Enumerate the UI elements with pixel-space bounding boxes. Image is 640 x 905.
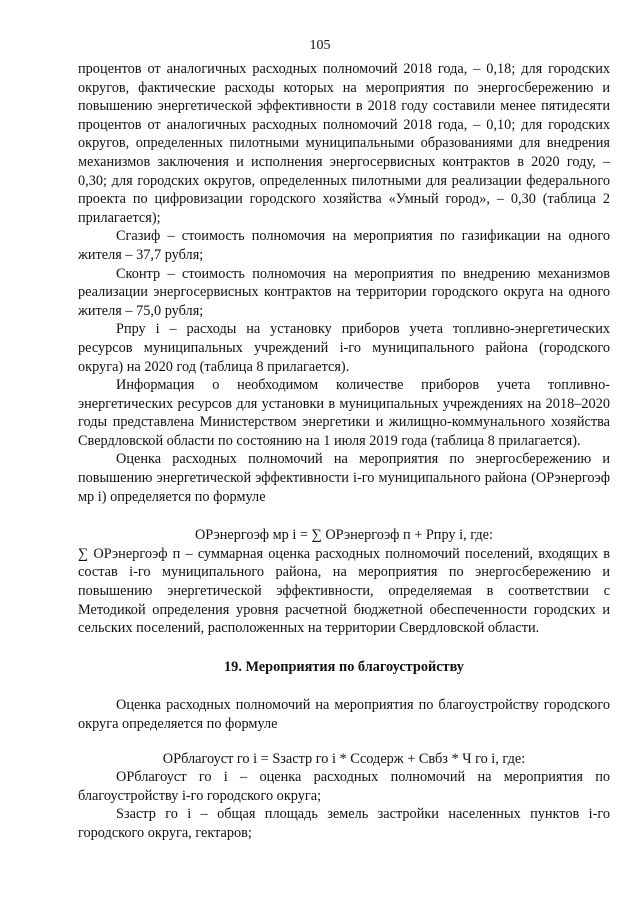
paragraph-energy-assessment: Оценка расходных полномочий на мероприятия по энергосбережению и повышению энергетической эффективности i-го муниципального района (ОРэнергоэф мр i) определяется по формуле	[78, 451, 610, 505]
document-body	[78, 60, 610, 843]
paragraph-skontr: Сконтр – стоимость полномочия на мероприятия по внедрению механизмов реализации энергосервисных контрактов на территории городского округа на одного жителя – 75,0 рубля;	[78, 265, 610, 319]
formula-energy-efficiency: ОРэнергоэф мр i = ∑ ОРэнергоэф п + Рпру i, где:	[194, 527, 493, 544]
paragraph-meters-info: Информация о необходимом количестве приборов учета топливно-энергетических ресурсов для установки в муниципальных учреждениях на 2018–2020 годы представлена Министерством энергетики и жилищно-коммунального хозяйства Свердловской области по состоянию на 1 июля 2019 года (таблица 8 прилагается).	[78, 377, 610, 449]
paragraph-sum-settlements: ∑ ОРэнергоэф п – суммарная оценка расходных полномочий поселений, входящих в состав i-го муниципального района, на мероприятия по энергосбережению и повышению энергетической эффективности, определяемая в соответствии с Методикой определения уровня расчетной бюджетной обеспеченности городских и сельских поселений, расположенных на территории Свердловской области.	[78, 545, 610, 637]
paragraph-or-blagoust: ОРблагоуст го i – оценка расходных полномочий на мероприятия по благоустройству i-го городского округа;	[78, 769, 610, 804]
formula-landscaping: ОРблагоуст го i = Sзастр го i * Ссодерж + Свбз * Ч го i, где:	[162, 750, 526, 767]
paragraph-landscaping-assessment: Оценка расходных полномочий на мероприятия по благоустройству городского округа определяется по формуле	[78, 697, 610, 732]
paragraph-coefficients-continued: процентов от аналогичных расходных полномочий 2018 года, – 0,18; для городских округов, фактические расходы которых на мероприятия по энергосбережению и повышению энергетической эффективности в 2018 году составили менее пятидесяти процентов от аналогичных расходных полномочий 2018 года, – 0,10; для городских округов, определенных пилотными муниципальными образованиями для внедрения механизмов заключения и исполнения энергосервисных контрактов в 2020 году, – 0,30; для городских округов, определенных пилотными для реализации федерального проекта по цифровизации городского хозяйства «Умный город», – 0,30 (таблица 2 прилагается);	[78, 61, 610, 226]
paragraph-s-zastr: Sзастр го i – общая площадь земель застройки населенных пунктов i-го городского округа, гектаров;	[78, 806, 610, 841]
paragraph-rpru: Рпру i – расходы на установку приборов учета топливно-энергетических ресурсов муниципальных учреждений i-го муниципального района (городского округа) на 2020 год (таблица 8 прилагается).	[78, 321, 610, 375]
section-heading: 19. Мероприятия по благоустройству	[224, 658, 464, 675]
page-number: 105	[309, 38, 331, 53]
paragraph-sgazif: Сгазиф – стоимость полномочия на мероприятия по газификации на одного жителя – 37,7 рубля;	[78, 228, 610, 263]
